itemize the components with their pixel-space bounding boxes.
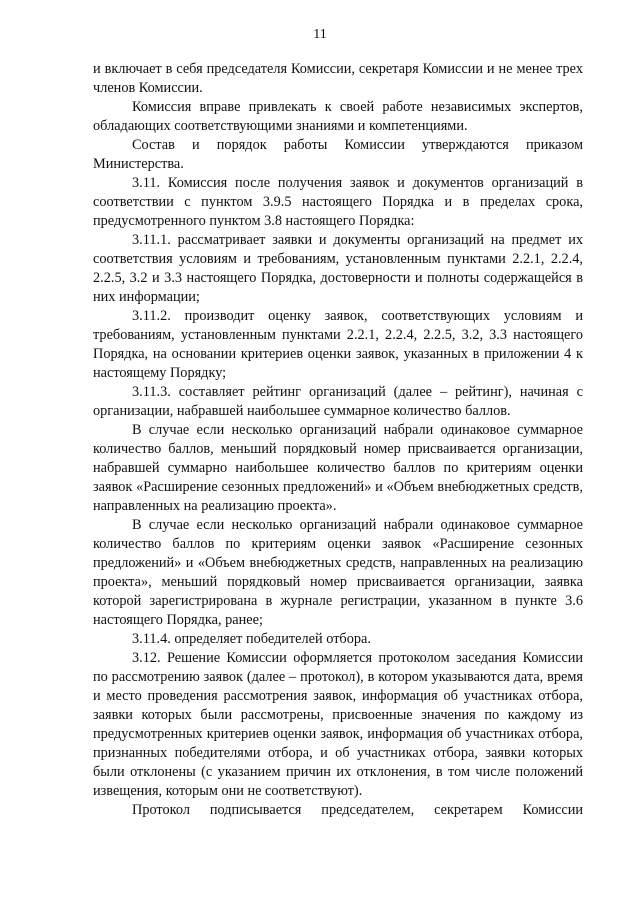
paragraph: и включает в себя председателя Комиссии, секретаря Комиссии и не менее трех членов Комиссии. [93, 61, 583, 96]
paragraph: В случае если несколько организаций набрали одинаковое суммарное количество баллов, меньший порядковый номер присваивается организации, набравшей суммарно наибольшее количество баллов по критериям оценки заявок «Расширение сезонных предложений» и «Объем внебюджетных средств, направленных на реализацию проекта». [93, 422, 583, 514]
page-number: 11 [313, 27, 327, 42]
paragraph: 3.12. Решение Комиссии оформляется протоколом заседания Комиссии по рассмотрению заявок (далее – протокол), в котором указываются дата, время и место проведения рассмотрения заявок, информация об участниках отбора, заявки которых были рассмотрены, присвоенные значения по каждому из предусмотренных критериев оценки заявок, информация об участниках отбора, признанных победителями отбора, и об участниках отбора, заявки которых были отклонены (с указанием причин их отклонения, в том числе положений извещения, которым они не соответствуют). [93, 650, 583, 799]
paragraph: В случае если несколько организаций набрали одинаковое суммарное количество баллов по критериям оценки заявок «Расширение сезонных предложений» и «Объем внебюджетных средств, направленных на реализацию проекта», меньший порядковый номер присваивается организации, заявка которой зарегистрирована в журнале регистрации, указанном в пункте 3.6 настоящего Порядка, ранее; [93, 517, 583, 628]
paragraph: 3.11. Комиссия после получения заявок и документов организаций в соответствии с пунктом 3.9.5 настоящего Порядка и в пределах срока, предусмотренного пунктом 3.8 настоящего Порядка: [93, 175, 583, 229]
paragraph: 3.11.3. составляет рейтинг организаций (далее – рейтинг), начиная с организации, набравшей наибольшее суммарное количество баллов. [93, 384, 583, 419]
document-body [93, 60, 583, 820]
paragraph: 3.11.1. рассматривает заявки и документы организаций на предмет их соответствия условиям и требованиям, установленным пунктами 2.2.1, 2.2.4, 2.2.5, 3.2 и 3.3 настоящего Порядка, достоверности и полноты содержащейся в них информации; [93, 232, 583, 305]
paragraph: 3.11.2. производит оценку заявок, соответствующих условиям и требованиям, установленным пунктами 2.2.1, 2.2.4, 2.2.5, 3.2, 3.3 настоящего Порядка, на основании критериев оценки заявок, указанных в приложении 4 к настоящему Порядку; [93, 308, 583, 381]
paragraph: Протокол подписывается председателем, секретарем Комиссии [132, 802, 583, 818]
paragraph: Состав и порядок работы Комиссии утверждаются приказом Министерства. [93, 137, 583, 172]
paragraph: Комиссия вправе привлекать к своей работе независимых экспертов, обладающих соответствующими знаниями и компетенциями. [93, 99, 583, 134]
paragraph: 3.11.4. определяет победителей отбора. [132, 631, 371, 647]
